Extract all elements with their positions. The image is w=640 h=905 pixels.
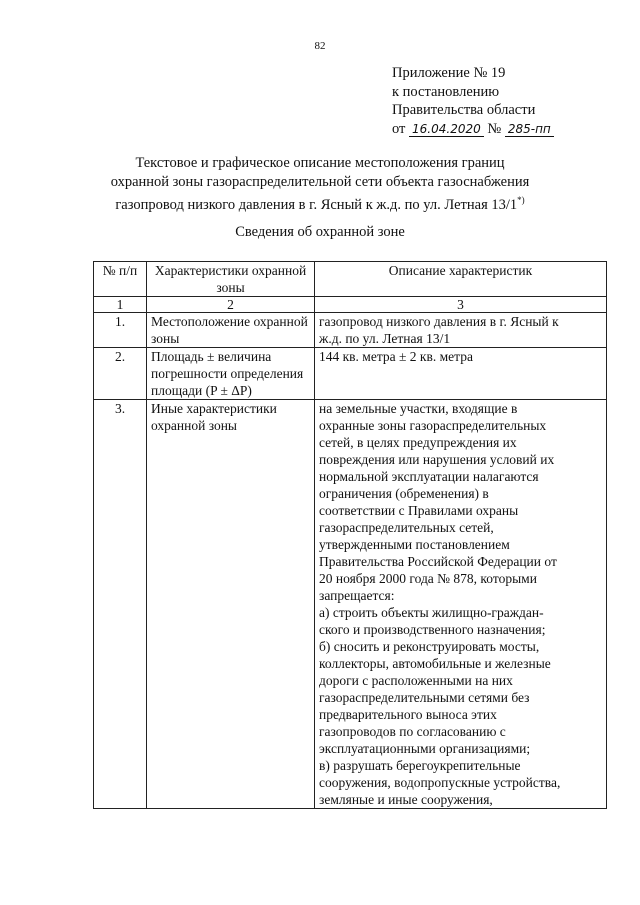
row-number: 1. <box>94 313 147 348</box>
row-number: 3. <box>94 400 147 809</box>
desc-line: утвержденными постановлением <box>319 537 510 552</box>
column-number: 2 <box>147 297 315 313</box>
desc-line: на земельные участки, входящие в <box>319 401 518 416</box>
section-subtitle: Сведения об охранной зоне <box>235 224 405 240</box>
title-line-3 <box>60 191 580 214</box>
handwritten-number: 285-пп <box>505 122 554 137</box>
handwritten-date: 16.04.2020 <box>409 122 484 137</box>
appendix-date-line <box>392 120 554 139</box>
title-line-3-text: газопровод низкого давления в г. Ясный к ж.д. по ул. Летная 13/1 <box>115 196 518 213</box>
desc-line: Правительства Российской Федерации от <box>319 554 557 569</box>
table-row <box>94 313 607 348</box>
appendix-line-3: Правительства области <box>392 102 536 118</box>
table-header-row <box>94 262 607 297</box>
desc-line: газораспределительными сетями без <box>319 690 530 705</box>
row-characteristic: Площадь ± величина погрешности определения площади (P ± ΔP) <box>147 348 315 400</box>
table-row <box>94 400 607 809</box>
appendix-block <box>392 64 554 138</box>
header-characteristics: Характеристики охранной зоны <box>147 262 315 297</box>
desc-line: охранные зоны газораспределительных <box>319 418 547 433</box>
date-prefix: от <box>392 120 406 137</box>
desc-line: 20 ноября 2000 года № 878, которыми <box>319 571 537 586</box>
row-description <box>315 348 607 400</box>
title-line-1: Текстовое и графическое описание местоположения границ <box>135 155 505 171</box>
title-line-2: охранной зоны газораспределительной сети объекта газоснабжения <box>110 173 530 190</box>
desc-line: нормальной эксплуатации налагаются <box>319 469 539 484</box>
desc-line: повреждения или нарушения условий их <box>319 452 555 467</box>
desc-line: ограничения (обременения) в <box>319 486 489 501</box>
number-prefix: № <box>487 120 502 137</box>
row-characteristic: Иные характеристики охранной зоны <box>147 400 315 809</box>
page-number: 82 <box>314 40 326 52</box>
desc-line: предварительного выноса этих <box>319 707 497 722</box>
desc-line: ского и производственного назначения; <box>319 622 546 637</box>
appendix-line-1: Приложение № 19 <box>392 65 506 81</box>
desc-line: дороги с расположенными на них <box>319 673 513 688</box>
footnote-mark: *) <box>517 195 525 205</box>
desc-line: ж.д. по ул. Летная 13/1 <box>319 331 451 346</box>
desc-line: земляные и иные сооружения, <box>319 792 493 807</box>
desc-line: газопровод низкого давления в г. Ясный к <box>319 314 559 329</box>
desc-line: коллекторы, автомобильные и железные <box>319 656 551 671</box>
row-description <box>315 313 607 348</box>
appendix-line-2: к постановлению <box>392 83 500 100</box>
row-description <box>315 400 607 809</box>
document-title <box>60 154 580 214</box>
header-number: № п/п <box>94 262 147 297</box>
header-description: Описание характеристик <box>315 262 607 297</box>
table-row <box>94 348 607 400</box>
desc-line: эксплуатационными организациями; <box>319 741 531 756</box>
desc-line: сооружения, водопропускные устройства, <box>319 775 561 790</box>
zone-info-table <box>93 261 607 809</box>
desc-line: 144 кв. метра ± 2 кв. метра <box>319 349 473 364</box>
desc-line: в) разрушать берегоукрепительные <box>319 758 521 773</box>
column-number: 3 <box>315 297 607 313</box>
desc-line: соответствии с Правилами охраны <box>319 503 519 518</box>
column-number: 1 <box>94 297 147 313</box>
table-column-numbers-row <box>94 297 607 313</box>
desc-line: б) сносить и реконструировать мосты, <box>319 639 540 654</box>
desc-line: газопроводов по согласованию с <box>319 724 506 739</box>
row-characteristic: Местоположение охранной зоны <box>147 313 315 348</box>
row-number: 2. <box>94 348 147 400</box>
desc-line: а) строить объекты жилищно-граждан- <box>319 605 544 620</box>
desc-line: сетей, в целях предупреждения их <box>319 435 517 450</box>
desc-line: газораспределительных сетей, <box>319 520 494 535</box>
desc-line: запрещается: <box>319 588 395 603</box>
